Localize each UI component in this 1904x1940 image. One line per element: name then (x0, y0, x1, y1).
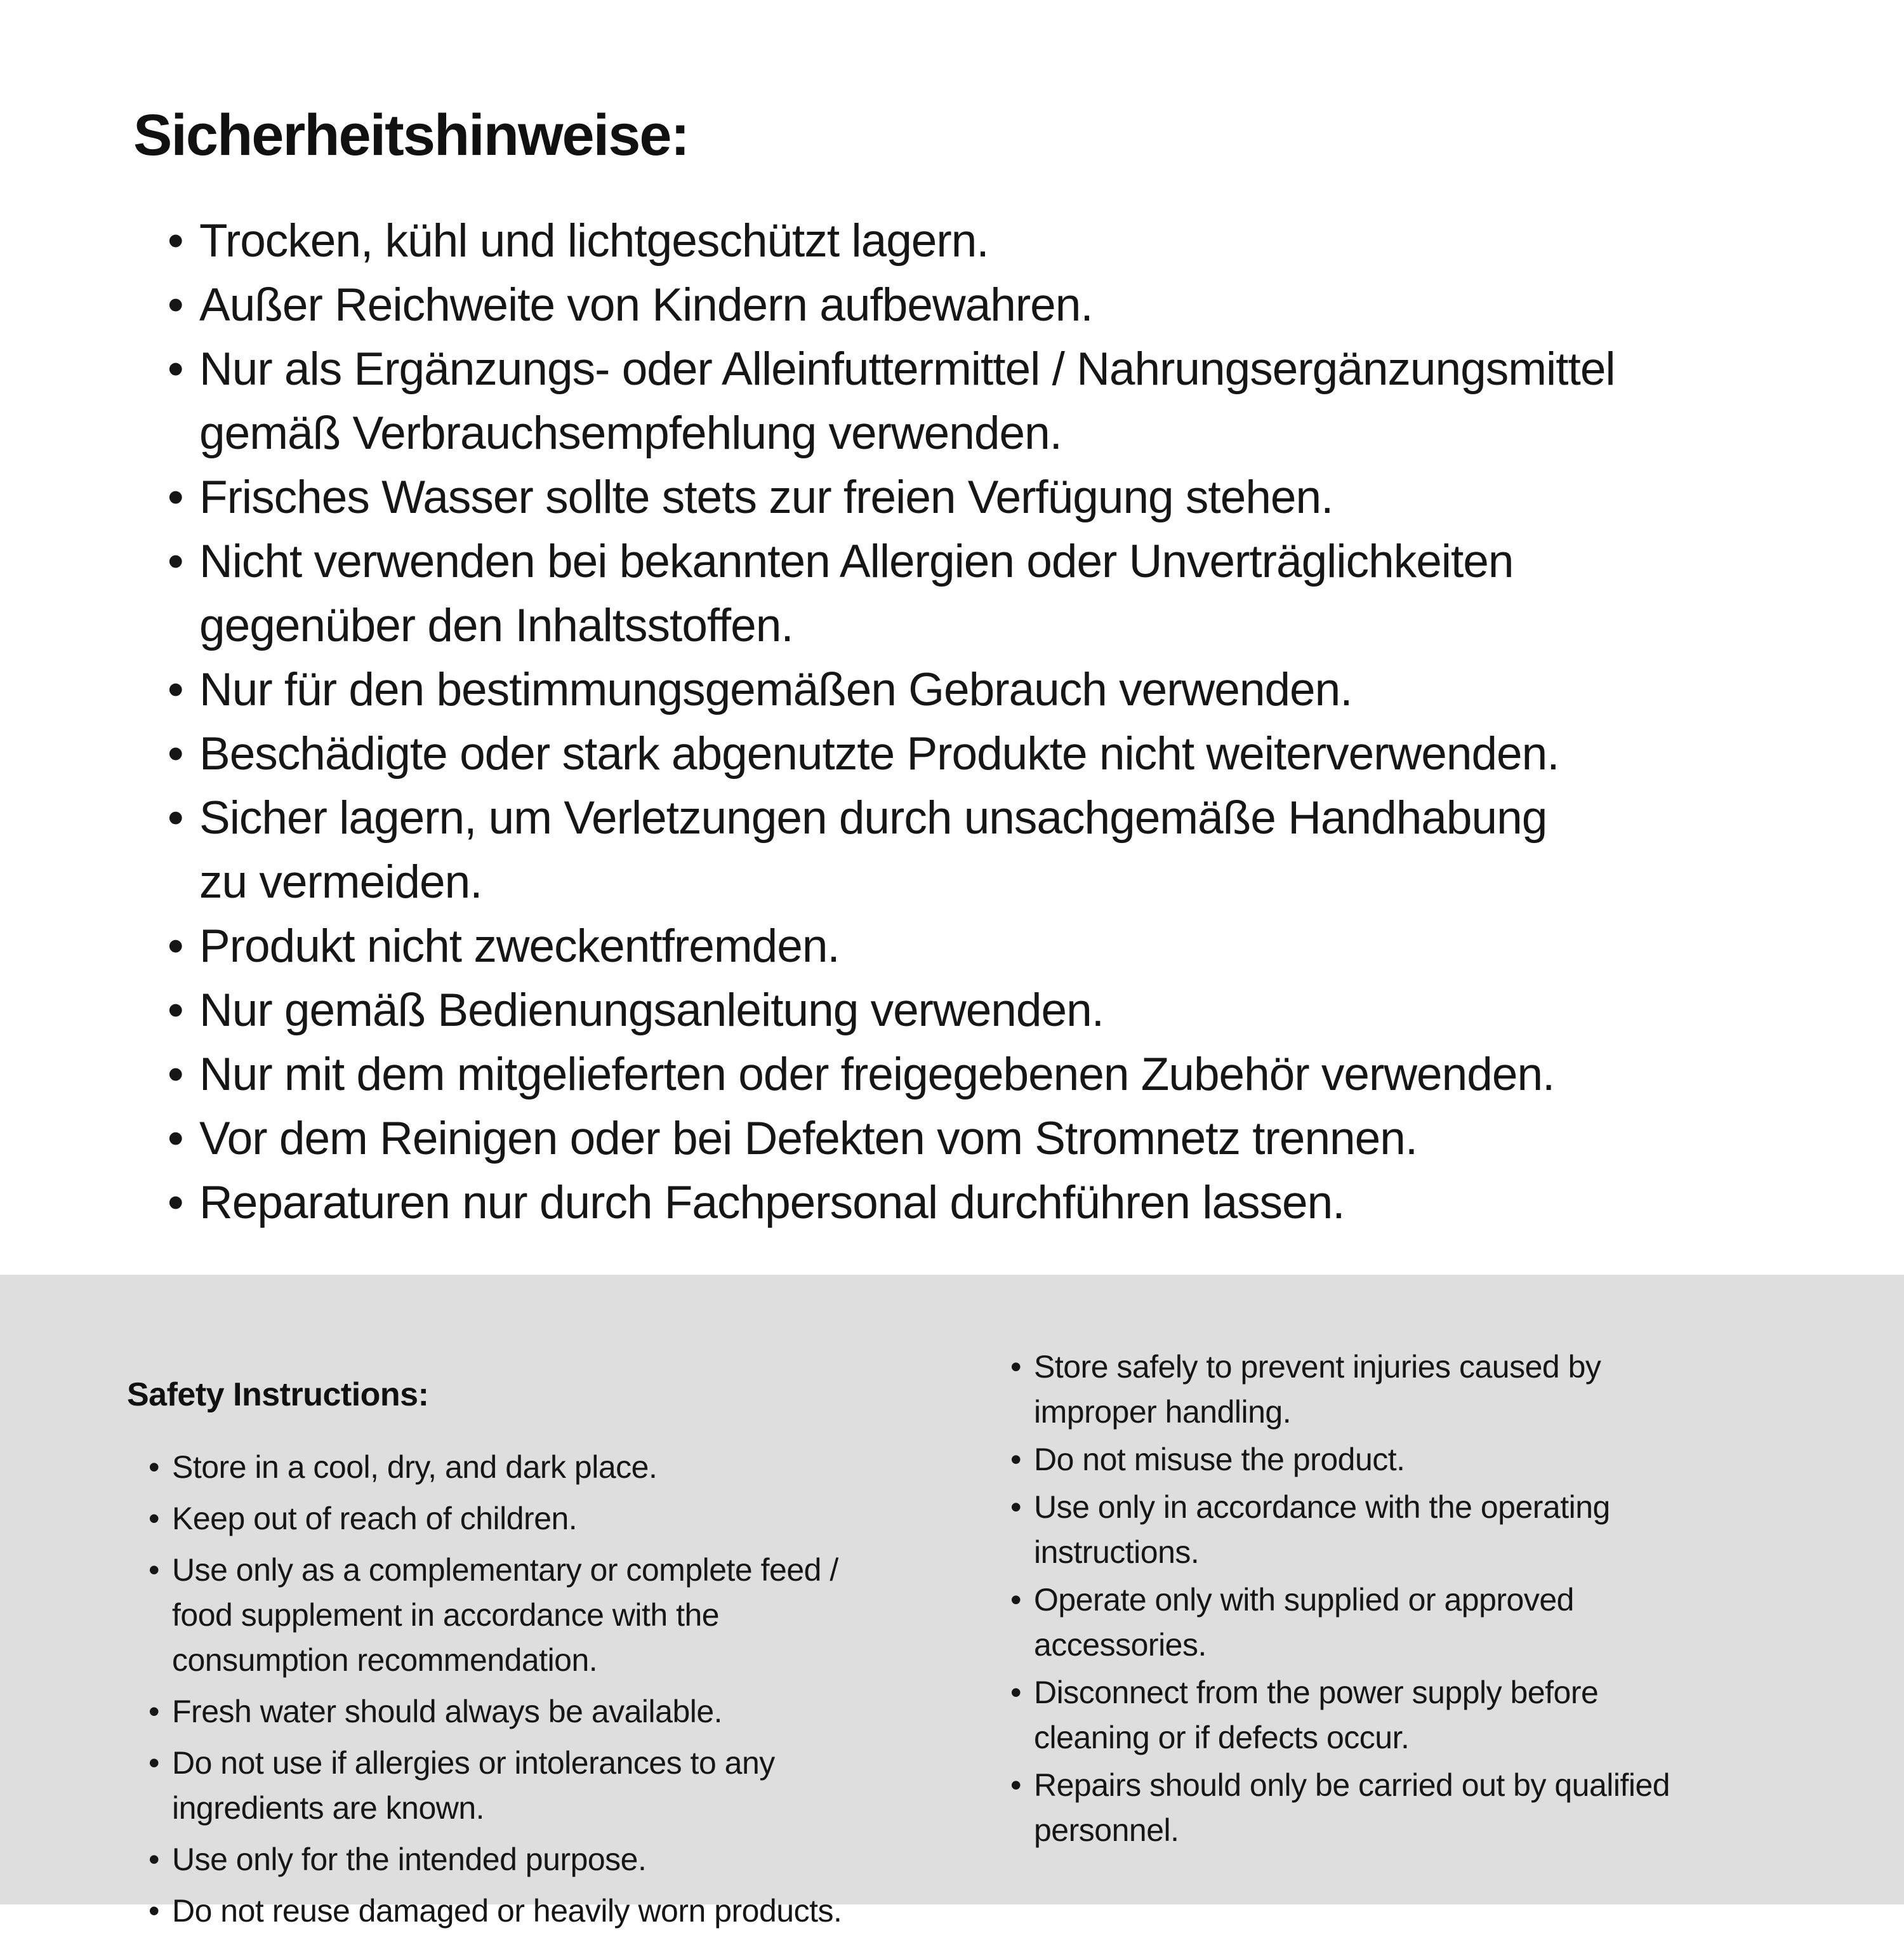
english-section-title: Safety Instructions: (127, 1376, 429, 1414)
list-item (127, 1548, 990, 1683)
german-section-title: Sicherheitshinweise: (133, 102, 689, 168)
list-item (133, 1106, 1885, 1171)
english-left-column (127, 1345, 990, 1940)
list-item (133, 209, 1885, 273)
bullet-icon: • (168, 920, 183, 973)
bullet-icon: • (149, 1745, 160, 1781)
list-item (133, 786, 1885, 914)
list-item-text: Produkt nicht zweckentfremden. (199, 920, 840, 973)
list-item-text: Reparaturen nur durch Fachpersonal durchführen lassen. (199, 1177, 1345, 1229)
list-item-text: Repairs should only be carried out by qualified personnel. (1034, 1767, 1670, 1848)
list-item (133, 914, 1885, 978)
list-item (133, 722, 1885, 786)
list-item-text: Store in a cool, dry, and dark place. (172, 1449, 658, 1485)
bullet-icon: • (168, 1049, 183, 1101)
list-item-text: Nicht verwenden bei bekannten Allergien oder Unverträglichkeiten gegenüber den Inhaltsstoffen. (199, 536, 1514, 652)
list-item-text: Use only as a complementary or complete feed / food supplement in accordance with the consumption recommendation. (172, 1552, 838, 1678)
list-item-text: Keep out of reach of children. (172, 1501, 578, 1537)
list-item-text: Operate only with supplied or approved accessories. (1034, 1582, 1574, 1663)
list-item-text: Disconnect from the power supply before cleaning or if defects occur. (1034, 1675, 1599, 1755)
list-item-text: Do not use if allergies or intolerances to any ingredients are known. (172, 1745, 775, 1826)
list-item (127, 1889, 990, 1934)
list-item-text: Store safely to prevent injuries caused by improper handling. (1034, 1349, 1601, 1430)
list-item-text: Do not reuse damaged or heavily worn products. (172, 1893, 842, 1929)
list-item (133, 1171, 1885, 1235)
bullet-icon: • (168, 664, 183, 716)
list-item (127, 1837, 990, 1882)
list-item (1010, 1345, 1874, 1435)
bullet-icon: • (1010, 1349, 1022, 1385)
bullet-icon: • (1010, 1489, 1022, 1525)
bullet-icon: • (1010, 1582, 1022, 1618)
german-safety-section (133, 61, 1885, 1235)
bullet-icon: • (149, 1501, 160, 1537)
list-item (133, 529, 1885, 658)
english-safety-list-right (1010, 1345, 1874, 1853)
bullet-icon: • (1010, 1442, 1022, 1477)
bullet-icon: • (1010, 1767, 1022, 1803)
list-item-text: Use only in accordance with the operating instructions. (1034, 1489, 1610, 1570)
list-item (1010, 1763, 1874, 1853)
bullet-icon: • (168, 728, 183, 780)
bullet-icon: • (168, 985, 183, 1037)
bullet-icon: • (168, 536, 183, 588)
bullet-icon: • (149, 1694, 160, 1730)
list-item-text: Vor dem Reinigen oder bei Defekten vom Stromnetz trennen. (199, 1113, 1418, 1165)
list-item-text: Beschädigte oder stark abgenutzte Produkte nicht weiterverwenden. (199, 728, 1559, 780)
english-safety-section (0, 1275, 1904, 1929)
list-item (1010, 1437, 1874, 1482)
list-item-text: Nur mit dem mitgelieferten oder freigegebenen Zubehör verwenden. (199, 1049, 1555, 1101)
german-safety-list (133, 209, 1885, 1235)
list-item-text: Use only for the intended purpose. (172, 1842, 647, 1878)
list-item-text: Nur für den bestimmungsgemäßen Gebrauch verwenden. (199, 664, 1352, 716)
list-item-text: Trocken, kühl und lichtgeschützt lagern. (199, 215, 989, 267)
list-item (127, 1689, 990, 1734)
bullet-icon: • (168, 472, 183, 524)
list-item-text: Sicher lagern, um Verletzungen durch unsachgemäße Handhabung zu vermeiden. (199, 792, 1547, 908)
bullet-icon: • (149, 1449, 160, 1485)
list-item-text: Do not misuse the product. (1034, 1442, 1405, 1477)
bullet-icon: • (149, 1552, 160, 1588)
bullet-icon: • (168, 343, 183, 395)
bullet-icon: • (168, 1113, 183, 1165)
list-item (127, 1741, 990, 1831)
english-right-column (1010, 1345, 1874, 1856)
list-item (127, 1496, 990, 1541)
english-safety-list-left (127, 1445, 990, 1934)
list-item (1010, 1578, 1874, 1668)
list-item-text: Nur gemäß Bedienungsanleitung verwenden. (199, 985, 1104, 1037)
list-item (133, 465, 1885, 529)
bullet-icon: • (1010, 1675, 1022, 1710)
bullet-icon: • (149, 1842, 160, 1878)
list-item-text: Nur als Ergänzungs- oder Alleinfuttermittel / Nahrungsergänzungsmittel gemäß Verbrauchsempfehlung verwenden. (199, 343, 1615, 460)
list-item (1010, 1485, 1874, 1575)
list-item (133, 1042, 1885, 1106)
list-item (127, 1445, 990, 1490)
list-item (133, 978, 1885, 1042)
bullet-icon: • (149, 1893, 160, 1929)
list-item (1010, 1670, 1874, 1760)
list-item (133, 337, 1885, 465)
bullet-icon: • (168, 215, 183, 267)
list-item (133, 273, 1885, 337)
list-item-text: Fresh water should always be available. (172, 1694, 723, 1730)
list-item (133, 658, 1885, 722)
bullet-icon: • (168, 792, 183, 844)
bullet-icon: • (168, 279, 183, 331)
list-item-text: Frisches Wasser sollte stets zur freien Verfügung stehen. (199, 472, 1333, 524)
list-item-text: Außer Reichweite von Kindern aufbewahren. (199, 279, 1093, 331)
bullet-icon: • (168, 1177, 183, 1229)
